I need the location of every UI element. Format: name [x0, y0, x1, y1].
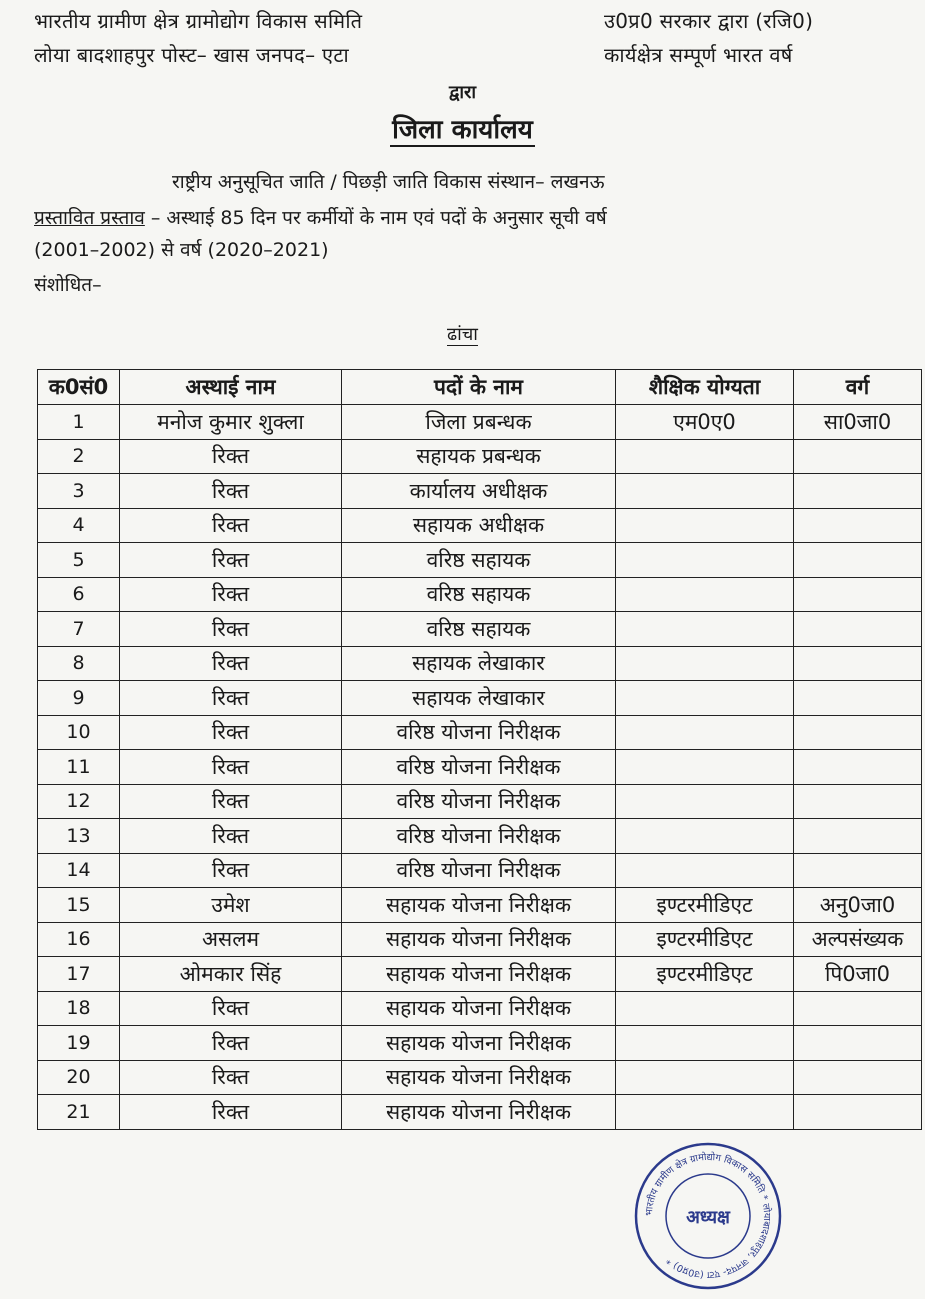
col-header-serial: क0सं0 [38, 370, 120, 405]
cell-category [794, 508, 922, 543]
cell-post: कार्यालय अधीक्षक [342, 474, 616, 509]
col-header-post: पदों के नाम [342, 370, 616, 405]
proposal-paragraph [34, 202, 894, 266]
cell-qualification [616, 439, 794, 474]
table-header-row [38, 370, 922, 405]
cell-category [794, 1095, 922, 1130]
cell-name: रिक्त [120, 853, 342, 888]
cell-name: रिक्त [120, 439, 342, 474]
cell-name: असलम [120, 922, 342, 957]
cell-serial: 15 [38, 888, 120, 923]
cell-category [794, 853, 922, 888]
org-address: लोया बादशाहपुर पोस्ट– खास जनपद– एटा [34, 43, 349, 67]
table-row [38, 439, 922, 474]
cell-qualification [616, 508, 794, 543]
table-row [38, 405, 922, 440]
org-header-right [604, 8, 813, 76]
cell-post: सहायक योजना निरीक्षक [342, 888, 616, 923]
cell-category: अल्पसंख्यक [794, 922, 922, 957]
cell-post: सहायक योजना निरीक्षक [342, 1060, 616, 1095]
cell-post: सहायक लेखाकार [342, 681, 616, 716]
cell-name: रिक्त [120, 991, 342, 1026]
cell-serial: 13 [38, 819, 120, 854]
cell-category [794, 577, 922, 612]
proposal-label: प्रस्तावित प्रस्ताव [34, 207, 145, 229]
table-row [38, 922, 922, 957]
cell-post: सहायक योजना निरीक्षक [342, 957, 616, 992]
cell-name: रिक्त [120, 750, 342, 785]
cell-category [794, 474, 922, 509]
cell-post: जिला प्रबन्धक [342, 405, 616, 440]
col-header-qualification: शैक्षिक योग्यता [616, 370, 794, 405]
cell-qualification [616, 853, 794, 888]
cell-qualification [616, 646, 794, 681]
table-row [38, 612, 922, 647]
cell-qualification: इण्टरमीडिएट [616, 957, 794, 992]
table-row [38, 991, 922, 1026]
table-row [38, 1026, 922, 1061]
table-row [38, 715, 922, 750]
cell-qualification: इण्टरमीडिएट [616, 888, 794, 923]
cell-post: सहायक योजना निरीक्षक [342, 922, 616, 957]
cell-qualification: एम0ए0 [616, 405, 794, 440]
cell-serial: 10 [38, 715, 120, 750]
cell-post: सहायक लेखाकार [342, 646, 616, 681]
cell-serial: 2 [38, 439, 120, 474]
cell-qualification [616, 784, 794, 819]
cell-qualification: इण्टरमीडिएट [616, 922, 794, 957]
cell-post: सहायक अधीक्षक [342, 508, 616, 543]
cell-name: रिक्त [120, 543, 342, 578]
staff-table [37, 369, 922, 1130]
seal-center-text: अध्यक्ष [686, 1207, 730, 1228]
cell-name: रिक्त [120, 474, 342, 509]
cell-post: वरिष्ठ योजना निरीक्षक [342, 819, 616, 854]
table-row [38, 1060, 922, 1095]
table-row [38, 508, 922, 543]
structure-heading [0, 322, 925, 346]
cell-serial: 3 [38, 474, 120, 509]
structure-heading-text: ढांचा [447, 324, 478, 345]
cell-name: रिक्त [120, 1026, 342, 1061]
amended-label: संशोधित– [34, 274, 102, 296]
cell-name: रिक्त [120, 1060, 342, 1095]
cell-serial: 11 [38, 750, 120, 785]
table-row [38, 888, 922, 923]
col-header-category: वर्ग [794, 370, 922, 405]
cell-qualification [616, 474, 794, 509]
cell-name: रिक्त [120, 715, 342, 750]
cell-post: वरिष्ठ सहायक [342, 543, 616, 578]
table-row [38, 646, 922, 681]
table-row [38, 681, 922, 716]
cell-serial: 18 [38, 991, 120, 1026]
cell-serial: 8 [38, 646, 120, 681]
cell-name: रिक्त [120, 646, 342, 681]
cell-serial: 5 [38, 543, 120, 578]
proposal-years: (2001–2002) से वर्ष (2020–2021) [34, 239, 329, 261]
cell-serial: 20 [38, 1060, 120, 1095]
cell-category: अनु0जा0 [794, 888, 922, 923]
cell-qualification [616, 1060, 794, 1095]
cell-post: वरिष्ठ योजना निरीक्षक [342, 715, 616, 750]
cell-qualification [616, 1026, 794, 1061]
table-row [38, 474, 922, 509]
cell-category [794, 784, 922, 819]
cell-category [794, 1060, 922, 1095]
table-row [38, 1095, 922, 1130]
cell-qualification [616, 1095, 794, 1130]
cell-post: सहायक प्रबन्धक [342, 439, 616, 474]
by-label: द्वारा [448, 82, 477, 103]
cell-post: सहायक योजना निरीक्षक [342, 1026, 616, 1061]
cell-qualification [616, 750, 794, 785]
work-area-note: कार्यक्षेत्र सम्पूर्ण भारत वर्ष [604, 43, 793, 67]
cell-qualification [616, 543, 794, 578]
cell-post: सहायक योजना निरीक्षक [342, 991, 616, 1026]
table-row [38, 957, 922, 992]
org-name: भारतीय ग्रामीण क्षेत्र ग्रामोद्योग विकास समिति [34, 9, 363, 33]
cell-category [794, 439, 922, 474]
cell-qualification [616, 577, 794, 612]
table-row [38, 543, 922, 578]
cell-serial: 19 [38, 1026, 120, 1061]
cell-post: वरिष्ठ सहायक [342, 577, 616, 612]
cell-qualification [616, 715, 794, 750]
cell-category [794, 750, 922, 785]
table-row [38, 853, 922, 888]
cell-name: रिक्त [120, 508, 342, 543]
org-header-left [34, 8, 362, 76]
cell-serial: 6 [38, 577, 120, 612]
institute-line: राष्ट्रीय अनुसूचित जाति / पिछड़ी जाति विकास संस्थान– लखनऊ [172, 171, 605, 193]
cell-category [794, 612, 922, 647]
cell-category [794, 646, 922, 681]
proposal-text: – अस्थाई 85 दिन पर कर्मीयों के नाम एवं पदों के अनुसार सूची वर्ष [144, 207, 607, 229]
seal-ring-textpath: भारतीय ग्रामीण क्षेत्र ग्रामोद्योग विकास समिति * लोयाबादशाहपुर, जनपद- एटा (उ0प्र0) * [643, 1151, 773, 1281]
cell-serial: 16 [38, 922, 120, 957]
cell-name: रिक्त [120, 577, 342, 612]
cell-category [794, 991, 922, 1026]
cell-name: रिक्त [120, 784, 342, 819]
cell-serial: 7 [38, 612, 120, 647]
cell-category: पि0जा0 [794, 957, 922, 992]
cell-category [794, 543, 922, 578]
cell-serial: 9 [38, 681, 120, 716]
cell-serial: 21 [38, 1095, 120, 1130]
cell-serial: 4 [38, 508, 120, 543]
cell-name: रिक्त [120, 1095, 342, 1130]
cell-qualification [616, 681, 794, 716]
cell-serial: 12 [38, 784, 120, 819]
cell-category: सा0जा0 [794, 405, 922, 440]
office-title [0, 110, 925, 146]
cell-post: सहायक योजना निरीक्षक [342, 1095, 616, 1130]
cell-post: वरिष्ठ योजना निरीक्षक [342, 784, 616, 819]
cell-name: उमेश [120, 888, 342, 923]
office-title-text: जिला कार्यालय [392, 115, 533, 145]
cell-post: वरिष्ठ योजना निरीक्षक [342, 750, 616, 785]
col-header-name: अस्थाई नाम [120, 370, 342, 405]
cell-name: रिक्त [120, 612, 342, 647]
cell-name: ओमकार सिंह [120, 957, 342, 992]
cell-qualification [616, 819, 794, 854]
cell-post: वरिष्ठ योजना निरीक्षक [342, 853, 616, 888]
cell-name: मनोज कुमार शुक्ला [120, 405, 342, 440]
table-row [38, 750, 922, 785]
cell-category [794, 681, 922, 716]
cell-name: रिक्त [120, 681, 342, 716]
registration-note: उ0प्र0 सरकार द्वारा (रजि0) [604, 9, 814, 33]
cell-category [794, 1026, 922, 1061]
table-row [38, 819, 922, 854]
cell-qualification [616, 612, 794, 647]
cell-serial: 1 [38, 405, 120, 440]
cell-post: वरिष्ठ सहायक [342, 612, 616, 647]
table-row [38, 577, 922, 612]
cell-serial: 14 [38, 853, 120, 888]
cell-category [794, 819, 922, 854]
table-row [38, 784, 922, 819]
cell-category [794, 715, 922, 750]
table-body [38, 405, 922, 1130]
cell-name: रिक्त [120, 819, 342, 854]
seal-stamp [633, 1141, 783, 1291]
cell-qualification [616, 991, 794, 1026]
cell-serial: 17 [38, 957, 120, 992]
